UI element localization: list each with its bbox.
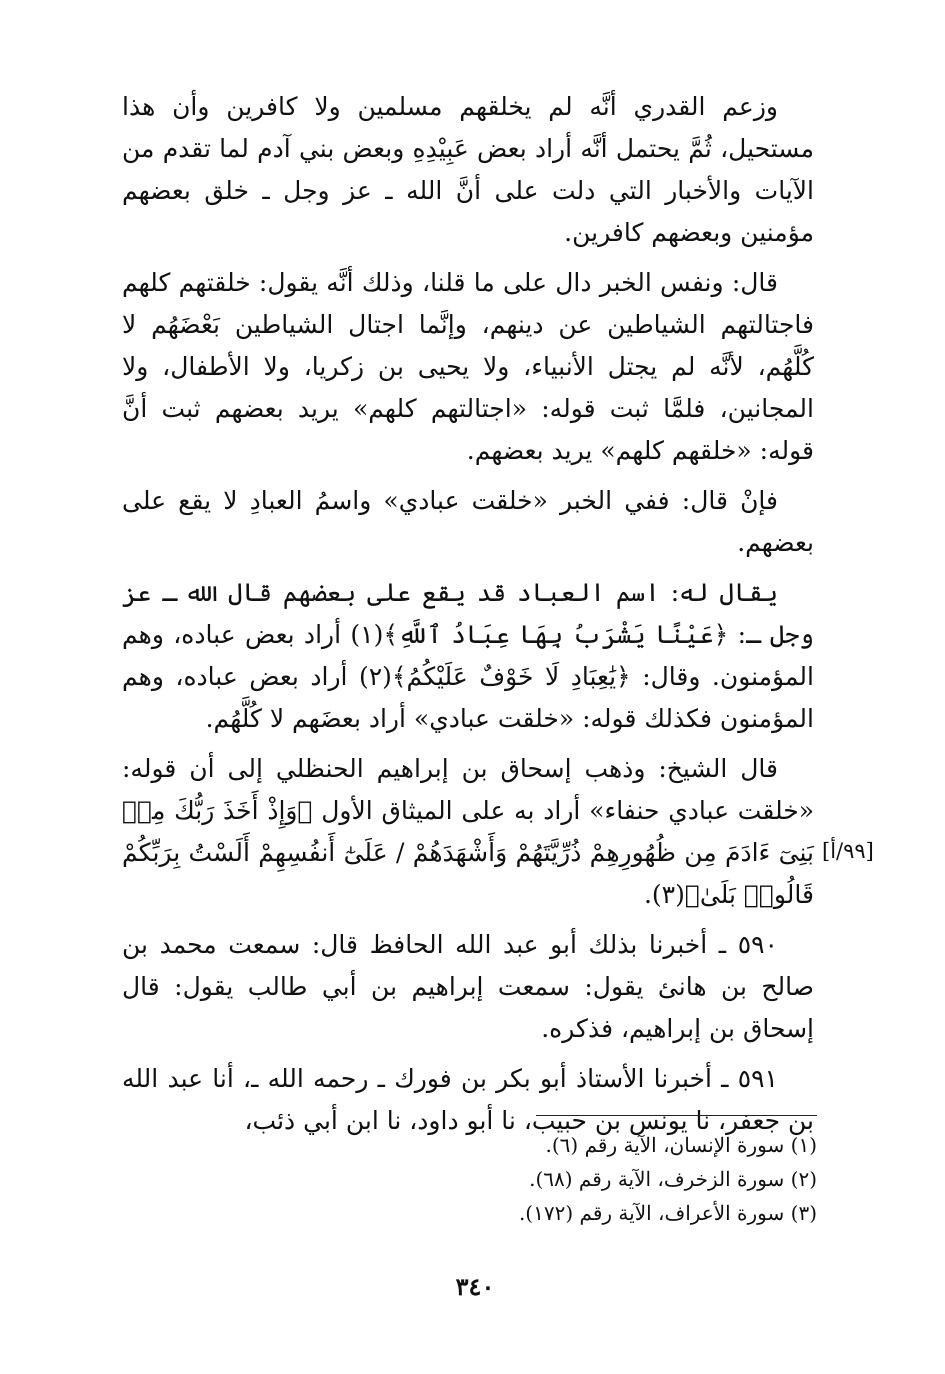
paragraph-narration-591: ٥٩١ ـ أخبرنا الأستاذ أبو بكر بن فورك ـ رحمه الله ـ، أنا عبد الله بن جعفر، نا يونس بن حبيب، نا أبو داود، نا ابن أبي ذئب،: [122, 1064, 814, 1135]
footnote-divider: [536, 1115, 817, 1116]
footnote-1: (١) سورة الإنسان، الآية رقم (٦).: [545, 1133, 817, 1157]
paragraph-narration-590: ٥٩٠ ـ أخبرنا بذلك أبو عبد الله الحافظ قال: سمعت محمد بن صالح بن هانئ يقول: سمعت إبراهيم بن أبي طالب يقول: قال إسحاق بن إبراهيم، فذكره.: [122, 930, 814, 1043]
paragraph-objection: فإنْ قال: ففي الخبر «خلقت عبادي» واسمُ العبادِ لا يقع على بعضهم.: [122, 486, 814, 557]
paragraph-reply: يقال له: اسم العباد قد يقع على بعضهم قال الله ـ عز وجل ـ: ﴿عَيْنًا يَشْرَبُ بِهَا عِبَادُ ٱللَّهِ﴾(١) أراد بعض عباده، وهم المؤمنون. وقال: ﴿يَٰعِبَادِ لَا خَوْفٌ عَلَيْكُمُ﴾(٢) أراد بعض عباده، وهم المؤمنون فكذلك قوله: «خلقت عبادي» أراد بعضَهم لا كُلَّهُم.: [122, 578, 814, 733]
paragraph-hadith-meaning: قال: ونفس الخبر دال على ما قلنا، وذلك أنَّه يقول: خلقتهم كلهم فاجتالتهم الشياطين عن دينهم، وإنَّما اجتال الشياطين بَعْضَهُم لا كُلَّهُم، لأنَّه لم يجتل الأنبياء، ولا يحيى بن زكريا، ولا الأطفال، ولا المجانين، فلمَّا ثبت قوله: «اجتالتهم كلهم» يريد بعضهم ثبت أنَّ قوله: «خلقهم كلهم» يريد بعضهم.: [122, 268, 814, 465]
manuscript-folio-marker: [٩٩/أ]: [822, 839, 874, 863]
paragraph-qadari-claim: وزعم القدري أنَّه لم يخلقهم مسلمين ولا كافرين وأن هذا مستحيل، ثُمَّ يحتمل أنَّه أراد بعض عَبِيْدِهِ وبعض بني آدم لما تقدم من الآيات والأخبار التي دلت على أنَّ الله ـ عز وجل ـ خلق بعضهم مؤمنين وبعضهم كافرين.: [122, 92, 814, 247]
main-text: [122, 86, 814, 1148]
footnote-2: (٢) سورة الزخرف، الآية رقم (٦٨).: [529, 1167, 817, 1191]
footnote-3: (٣) سورة الأعراف، الآية رقم (١٧٢).: [518, 1201, 817, 1225]
page-number: ٣٤٠: [455, 1272, 495, 1301]
paragraph-ishaq-opinion: قال الشيخ: وذهب إسحاق بن إبراهيم الحنظلي إلى أن قوله: «خلقت عبادي حنفاء» أراد به على الميثاق الأول ﴿وَإِذْ أَخَذَ رَبُّكَ مِنۢ بَنِىٓ ءَادَمَ مِن ظُهُورِهِمْ ذُرِّيَّتَهُمْ وَأَشْهَدَهُمْ / عَلَىٰٓ أَنفُسِهِمْ أَلَسْتُ بِرَبِّكُمْ قَالُوا۟ بَلَىٰ﴾(٣).: [122, 754, 814, 909]
footnotes: [440, 1128, 817, 1230]
